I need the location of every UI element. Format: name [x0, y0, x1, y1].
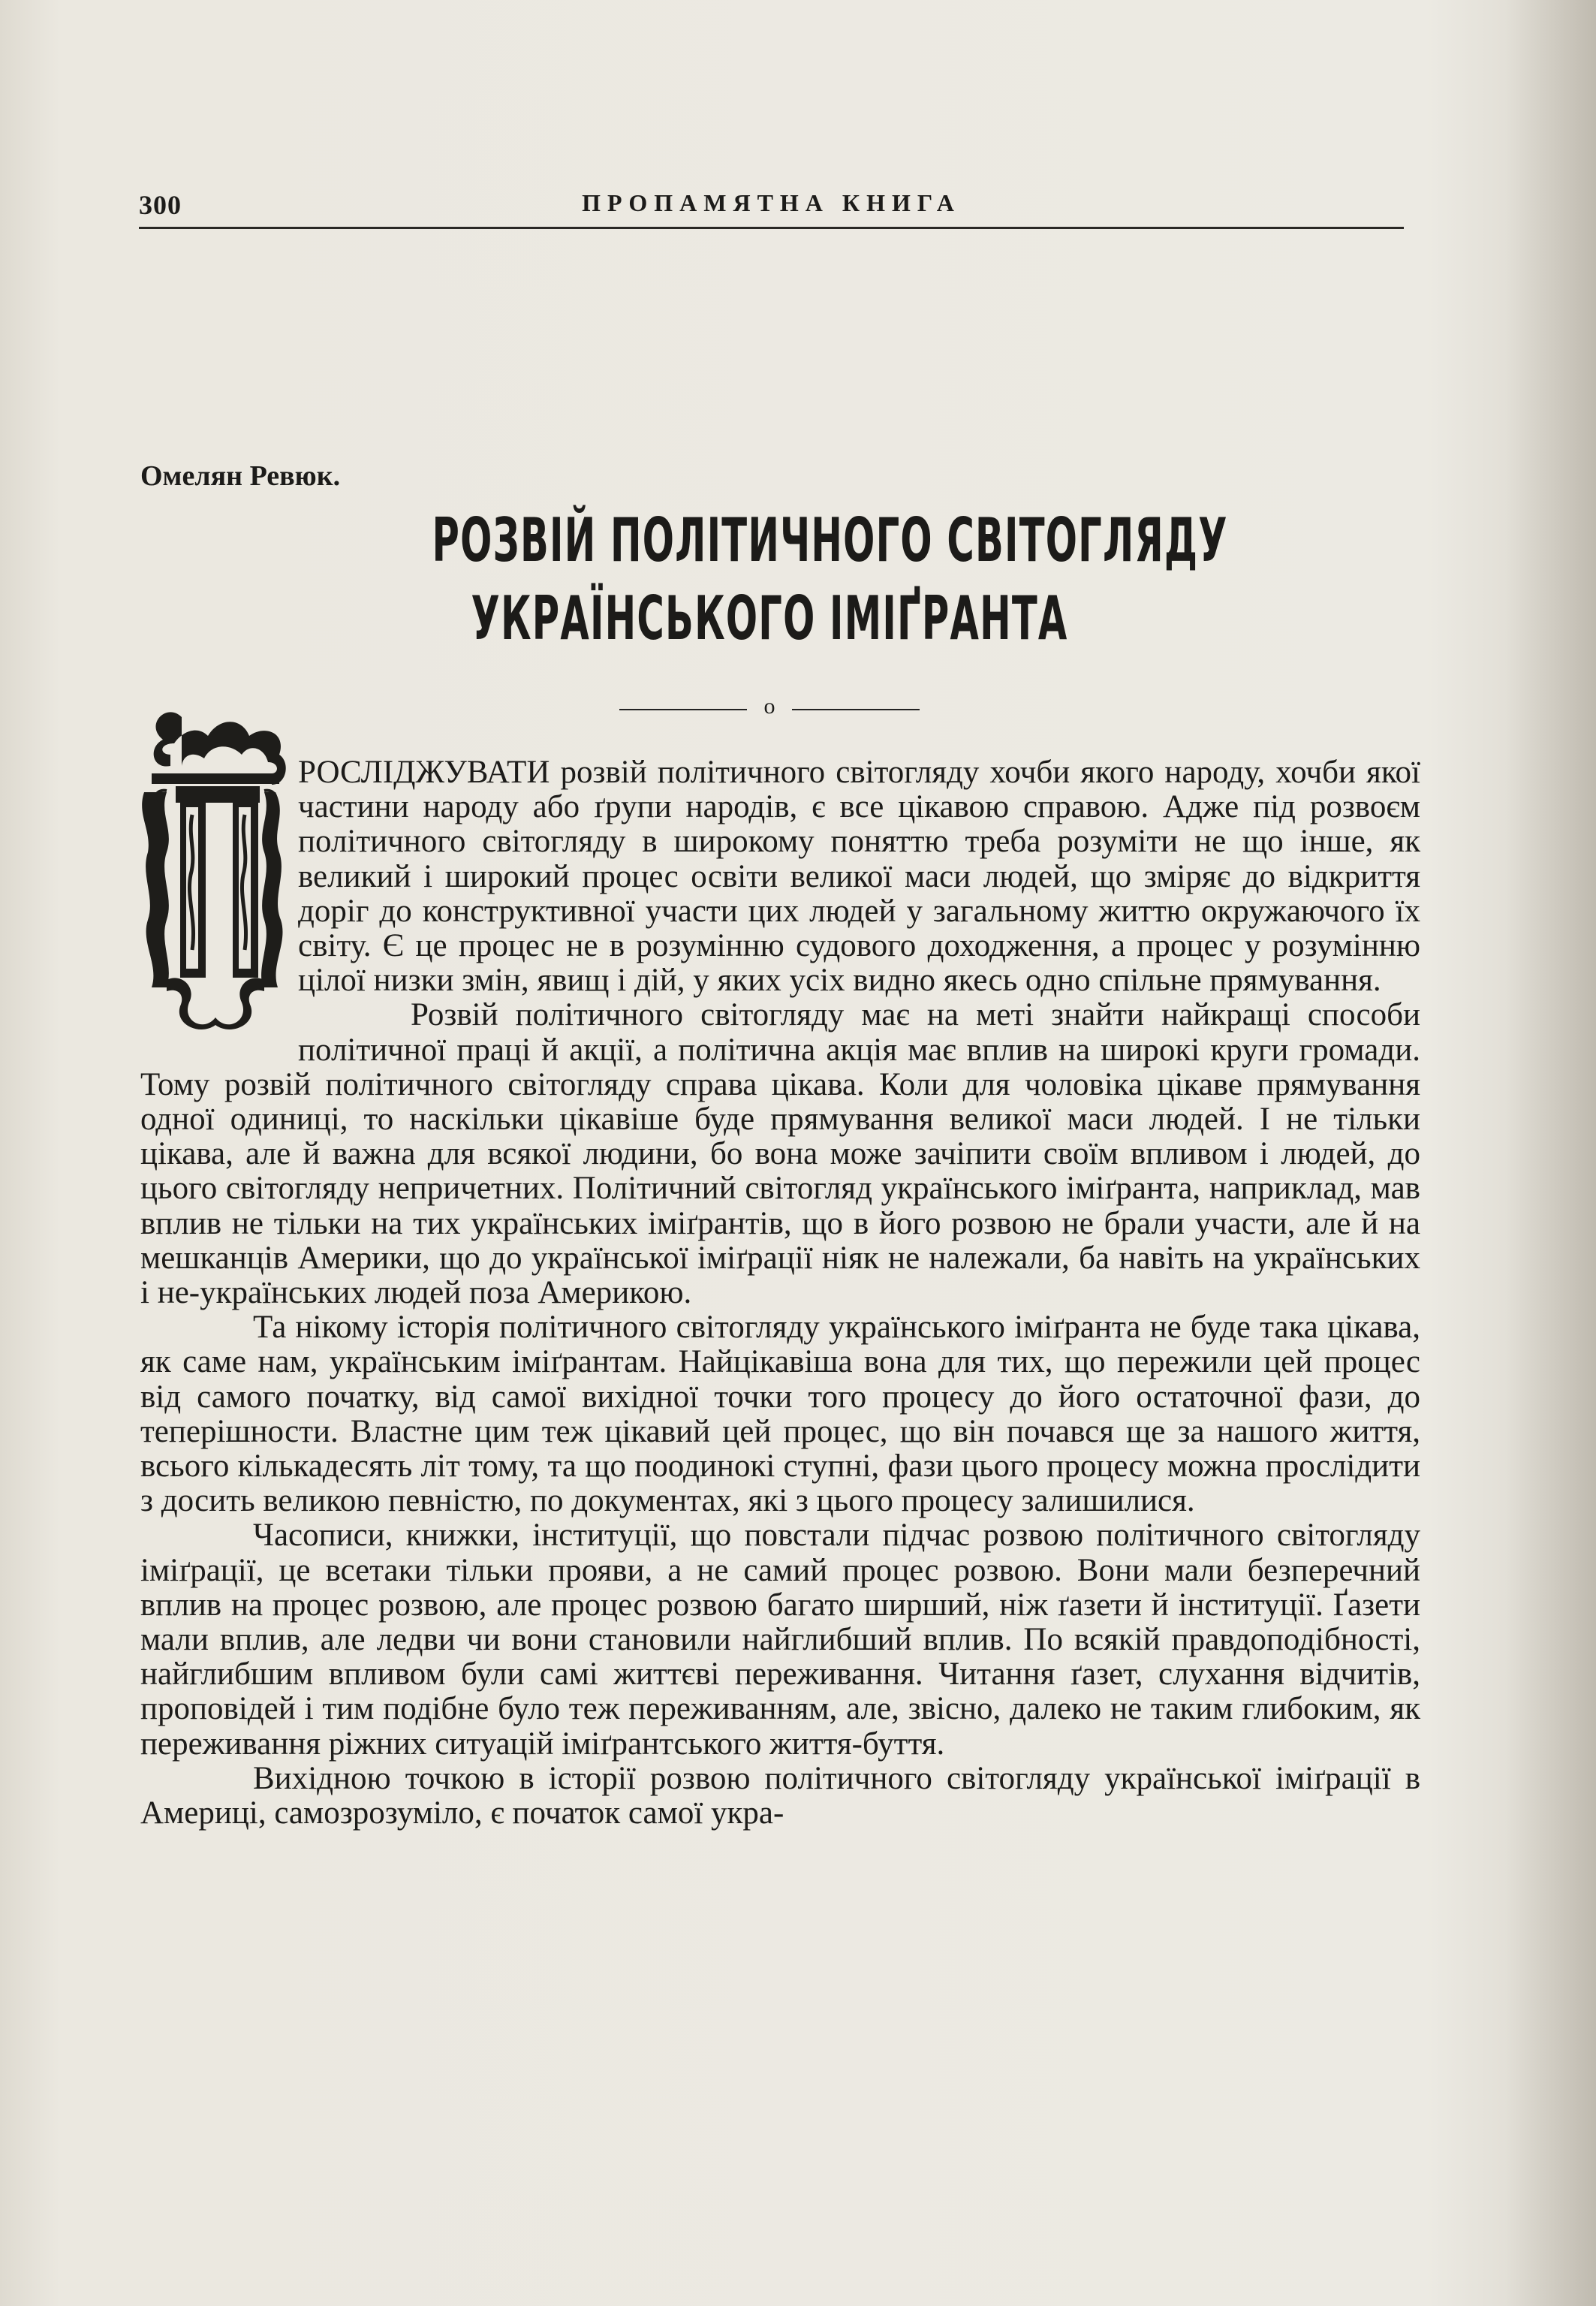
- article-title-line-2: УКРАЇНСЬКОГО ІМІҐРАНТА: [471, 583, 1068, 653]
- running-title: ПРОПАМЯТНА КНИГА: [582, 189, 961, 216]
- dropcap-space: [140, 755, 298, 1033]
- divider-bar-right: [792, 709, 920, 710]
- article-title-line-1: РОЗВІЙ ПОЛІТИЧНОГО СВІТОГЛЯДУ: [432, 505, 1228, 575]
- spine-shadow: [1506, 0, 1596, 2306]
- page-number: 300: [139, 190, 182, 220]
- article-title: [432, 502, 1228, 658]
- paragraph-5: Вихідною точкою в історії розвою політичного світогляду української іміґрації в Америці, самозрозуміло, є початок самої укра-: [140, 1760, 1420, 1831]
- divider-mark: o: [763, 694, 775, 719]
- article-body: [140, 755, 1420, 1831]
- paragraph-3: Та нікому історія політичного світогляду українського іміґранта не буде така цікава, як саме нам, українським іміґрантам. Найцікавіша вона для тих, що пережили цей процес від самого початку, від самої вихідної точки того процесу до його остаточної фази, до теперішности. Властне цим теж цікавий цей процес, що він почався ще за нашого життя, всього кількадесять літ тому, та що поодинокі ступні, фази цього процесу можна прослідити з досить великою певністю, по документах, які з цього процесу залишилися.: [140, 1310, 1420, 1519]
- title-divider: [619, 694, 920, 721]
- paragraph-4: Часописи, книжки, інституції, що повстали підчас розвою політичного світогляду іміґрації, це всетаки тільки прояви, а не самий процес розвою. Вони мали безперечний вплив на процес розвою, але процес розвою багато ширший, ніж ґазети й інституції. Ґазети мали вплив, але ледви чи вони становили найглибший вплив. По всякій правдоподібності, найглибшим впливом були самі життєві переживання. Читання ґазет, слухання відчитів, проповідей і тим подібне було теж переживанням, але, звісно, далеко не таким глибоким, як переживання ріжних ситуацій іміґрантського життя-буття.: [140, 1518, 1420, 1762]
- paragraph-2: Розвій політичного світогляду має на меті знайти найкращі способи політичної праці й акції, а політична акція має вплив на широкі круги громади. Тому розвій політичного світогляду справа цікава. Коли для чоловіка цікаве прямування одної одиниці, то наскільки цікавіше буде прямування великої маси людей. І не тільки цікава, але й важна для всякої людини, бо вона може зачіпити своїм впливом і людей, до цього світогляду непричетних. Політичний світогляд українського іміґранта, наприклад, мав вплив не тільки на тих українських іміґрантів, що в його розвою не брали участи, але й на мешканців Америки, що до української іміґрації ніяк не належали, ба навіть на українських і не-українських людей поза Америкою.: [140, 997, 1420, 1311]
- page-header: [139, 182, 1404, 229]
- paragraph-1: РОСЛІДЖУВАТИ розвій політичного світогляду хочби якого народу, хочби якої частини народу або ґрупи народів, є все цікавою справою. Адже під розвоєм політичного світогляду в широкому поняттю треба розуміти не що інше, як великий і широкий процес освіти великої маси людей, що зміряє до відкриття доріг до конструктивної участи цих людей у загальному життю окружаючого їх світу. Є це процес не в розумінню судового доходження, а процес у розумінню цілої низки змін, явищ і дій, у яких усіх видно якесь одно спільне прямування.: [298, 755, 1420, 999]
- article-author: Омелян Ревюк.: [140, 460, 341, 492]
